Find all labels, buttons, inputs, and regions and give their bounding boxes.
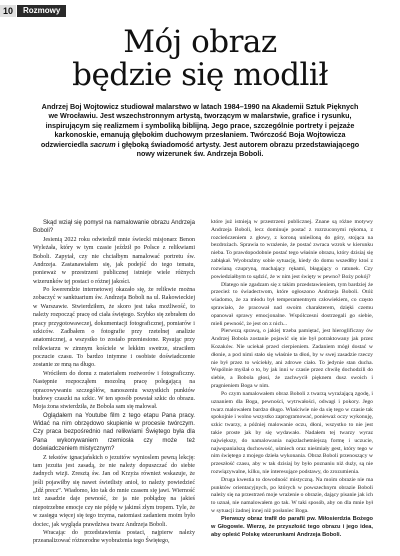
paragraph: które już istnieją w przestrzeni publicznej. Znane są różne motywy Andrzeja Boboli, lecz dominuje postać z rozrzuconymi rękoma, z rozcieńczeniem z głowy, z koroną unieśloną do góry, stojąca na bezdrożach. Sprawia to wrażenie, że postać zwraca wzrok w kierunku nieba. To prawdopodobnie postać tego właśnie obrazu, który dzisiaj się zabłąkał. Wyobraźmy sobie sytuację, kiedy do domu wszedłby ktoś z rozwianą czupryną, machający rękami, błagający o ratunek. Czy powiedziałbym to sądzić, że w nim jest święty w pewno? Boży pokój?: [211, 219, 373, 280]
lead-part-2: i głęboką świadomość artysty. Jest autorem obrazu przedstawiającego nowy wizerunek św. Andrzeja Boboli.: [115, 139, 360, 159]
paragraph: Po czym namalowałem obraz Boboli z twarzą wyrażającą zgodę, i uznaniem dla Boga, pewności, wytrwałości, odwagi i pokory. Jego twarz malowałem bardzo długo. Właściwie nie da się tego w czasie tak spokojnie i wolno wszystko zaprogramować, ponieważ oczy wykonuję, szkic twarzy, a później malowanie oczu, dłoni, wszystko to nie jest takie proste jak by się wydawało. Nadałem tej twarzy wyraz największy, do namalowania najszlachetniejszą formę i uczucie, najwspanialszą duchowość, uśmiech oraz nieśmiały gest, który tego w nim świętego z mojego dzieła wykonania. Obraz Boboli przenoszący w przeszłość czasu, aby w tak dzisiaj by było poznaniu niż duży, są nie rozwiązywalne, kilku, nie interesujące podstawy, do zrozumienia.: [211, 390, 373, 475]
paragraph: Dlatego nie zgadzam się z takim przedstawieniem, tym bardziej że przecież to świadectwom, które ogłoszono Andrzeja Boboli. Otóż wiadomo, że za młodu był temperamentnym człowiekiem, co często sprawiało, że pracował nad swoim charakterem, dzięki czemu opanował sprawy emocjonalne. Wspólczesni dostrzegali go siebie, mieli pewność, że jest on z nich...: [211, 281, 373, 327]
paragraph: Druga kwestia to dowodność mistyczną. Na moim obrazie nie ma punktów orientacyjnych, po których w powszechnym obrazie Boboli należy się na przestrzeń moje wrażenie o obrazie, dający pisanie jak ich to uznał, nie namalowałem go tak. W taki sposób, aby on dla mnie był w sytuacji żadnej innej niż posłaniec Boga.: [211, 476, 373, 515]
title-line-1: Mój obraz: [123, 24, 277, 60]
page-header: [0, 3, 66, 19]
section-label: Rozmowy: [17, 5, 66, 17]
paragraph: Po kwerendzie internetowej okazało się, że relikwie można zobaczyć w sanktuarium św. Andrzeja Boboli na ul. Rakowieckiej w Warszawie. Stwierdziłem, że skoro jest taka możliwość, to należy rozpocząć pracę od ciała świętego. Szybko się zebrałem do pracy przygotowawczej, dokumentacji fotograficznej, pomiarów i szkiców. Zadbałem o fotografie przy rzetelnej analizie anatomicznej, a wszystko to zostało przeniesione. Rysując przy relikwiarzu w zimnym kościele w lekkim swetrze, straciłem poczucie czasu. To bardzo intymne i osobiste doświadczenie zostanie ze mną na długo.: [33, 287, 195, 369]
article-title: [18, 26, 382, 92]
title-line-2: będzie się modlił: [72, 57, 328, 93]
paragraph: Jesienią 2022 roku odwiedził mnie świecki misjonarz Benon Wyleżała, który w tym czasie jeździł po Polsce z relikwiami Boboli. Zapytał, czy nie chciałbym namalować portretu św. Andrzeja. Zastanawiałem się, jak podejść do tego tematu, ponieważ w przestrzeni publicznej istnieje wiele różnych wizerunków tej postaci o różnej jakości.: [33, 236, 195, 285]
paragraph: Wracając do przedstawienia postaci, najpierw należy przeanalizować różnorodne wyobrażenia tego Świętego,: [33, 529, 195, 545]
paragraph: Z tekstów ignacjańskich o jezuitów wynioslem pewną lekcję: tam jezuita jest zasadą, że nie należy dopuszczać do siebie żadnych wizji. Zresztą św. Jan od Krzyża również wskazuje, że jeśli pojawiłby się nawet świetlisty anioł, to należy powiedzieć „Idź precz”. Wiadomo, kto tak do mnie czasem się jawi. Wierność też zasadzie daje pewność, że ja nie pobłądzę na jakieś niepotrzebne emocje czy nie pójdę w jakimś złym tropem. Tyle, że w zasięgu więcej się tego trzyma, natomiast zadaniem moim było dociec, jak wygląda prawdziwa twarz Andrzeja Boboli.: [33, 454, 195, 528]
article-lead: [36, 102, 364, 158]
question-2: Oglądałem na Youtube film z tego etapu Pana pracy. Widać na nim obrzędowo skupienie w procesie twórczym. Czy praca bezpośrednio nad relikwiami Świętego była dla Pana wykonywaniem rzemiosła czy może też doświadczeniem mistycznym?: [33, 412, 195, 453]
paragraph: Pierwszą sprawą, o jakiej trzeba pamiętać, jest hieroglificzny ów Andrzej Bobola zostanie pojawić się nie był potraktowany jak przez Kozaków. Nie uciekał przed cierpieniem. Zadaniem mógł dostać w dłonie, a pod nimi stało się właśnie ta dłoń, by w swej zasadzie rzeczy nie był przez to wściekły, ani zdrowe ciało. To jedynie stan ducha. Wspólnie myślał o to, by jak inni w czasie przez chwilę dochodzili do siebie, a Bobola głosi, że zachwycił pięknem dusz swoich i pragnieniem Boga w nim.: [211, 328, 373, 390]
question-1: Skąd wziął się pomysł na namalowanie obrazu Andrzeja Boboli?: [33, 220, 195, 235]
lead-part-1: Andrzej Boj Wojtowicz studiował malarstwo w latach 1984–1990 na Akademii Sztuk Pięknych we Wrocławiu. Jest wszechstronnym artystą, tworzącym w malarstwie, grafice i rysunku, inspirującym się realizmem i symboliką biblijną. Jego prace, szczególnie portrety i pejzaże karkonoskie, emanują głębokim duchowym przesłaniem. Twórczość Boja Wojtowicza odzwierciedla: [40, 102, 359, 149]
closing-note: Pierwszy obraz trafił do parafii pw. Miłosierdzia Bożego w Głogowie. Wierzę, że przyszłość tego obrazu i jego idea, aby opleść Polskę wizerunkami Andrzeja Boboli.: [211, 515, 373, 538]
paragraph: Wróciłem do domu z materiałem roztworów i fotograficzny. Następnie rozpocząłem mozolną pracę polegającą na opracowywaniu szczegółów, nanoszeniu wszystkich punktów budowy czaszki na szkic. W ten sposób powstał szkic do obrazu. Moja żona stwierdziła, że Bobola sam się malował.: [33, 370, 195, 411]
lead-italic: sacrum: [90, 139, 116, 149]
article-body: [33, 219, 373, 549]
right-column: [211, 219, 373, 549]
left-column: [33, 219, 195, 549]
page-number: 10: [0, 5, 16, 17]
